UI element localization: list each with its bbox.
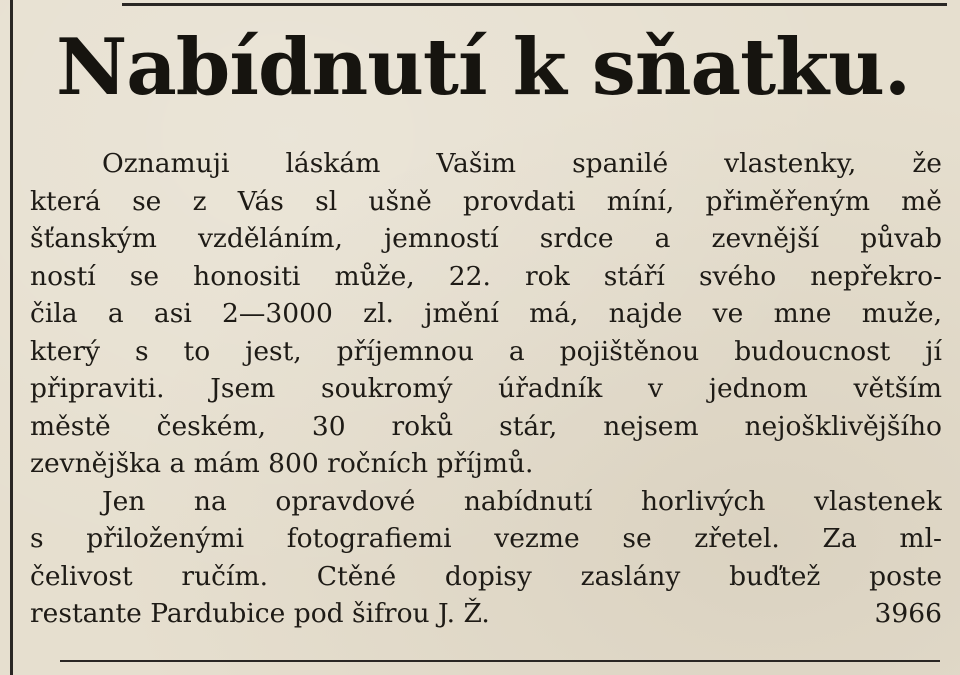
text-line: zevnějška a mám 800 ročních příjmů. (30, 448, 534, 479)
text-line: připraviti. Jsem soukromý úřadník v jednom větším (30, 373, 942, 404)
text-line: která se z Vás sl ušně provdati míní, přiměřeným mě (30, 185, 942, 217)
text-line: Oznamuji láskám Vašim spanilé vlastenky, že (102, 148, 942, 179)
ad-number: 3966 (874, 598, 942, 629)
column-rule-left (10, 0, 13, 675)
closing-line (30, 595, 942, 633)
text-line: ností se honositi může, 22. rok stáří svého nepřekro- (30, 260, 942, 292)
text-line: šťanským vzděláním, jemností srdce a zevnější půvab (30, 223, 942, 254)
section-rule-bottom (60, 660, 940, 662)
ad-body (30, 145, 942, 633)
column-rule-top (122, 3, 947, 6)
text-line: čila a asi 2—3000 zl. jmění má, najde ve mne muže, (30, 298, 942, 329)
text-line: čelivost ručím. Ctěné dopisy zaslány buďtež poste (30, 560, 942, 592)
text-line: s přiloženými fotografiemi vezme se zřetel. Za ml- (30, 523, 942, 554)
text-line: který s to jest, příjemnou a pojištěnou budoucnost jí (30, 335, 942, 367)
text-line: městě českém, 30 roků stár, nejsem nejošklivějšího (30, 410, 942, 442)
contact-line: restante Pardubice pod šifrou J. Ž. (30, 598, 490, 629)
ad-headline: Nabídnutí k sňatku. (55, 22, 911, 113)
text-line: Jen na opravdové nabídnutí horlivých vlastenek (102, 485, 942, 517)
